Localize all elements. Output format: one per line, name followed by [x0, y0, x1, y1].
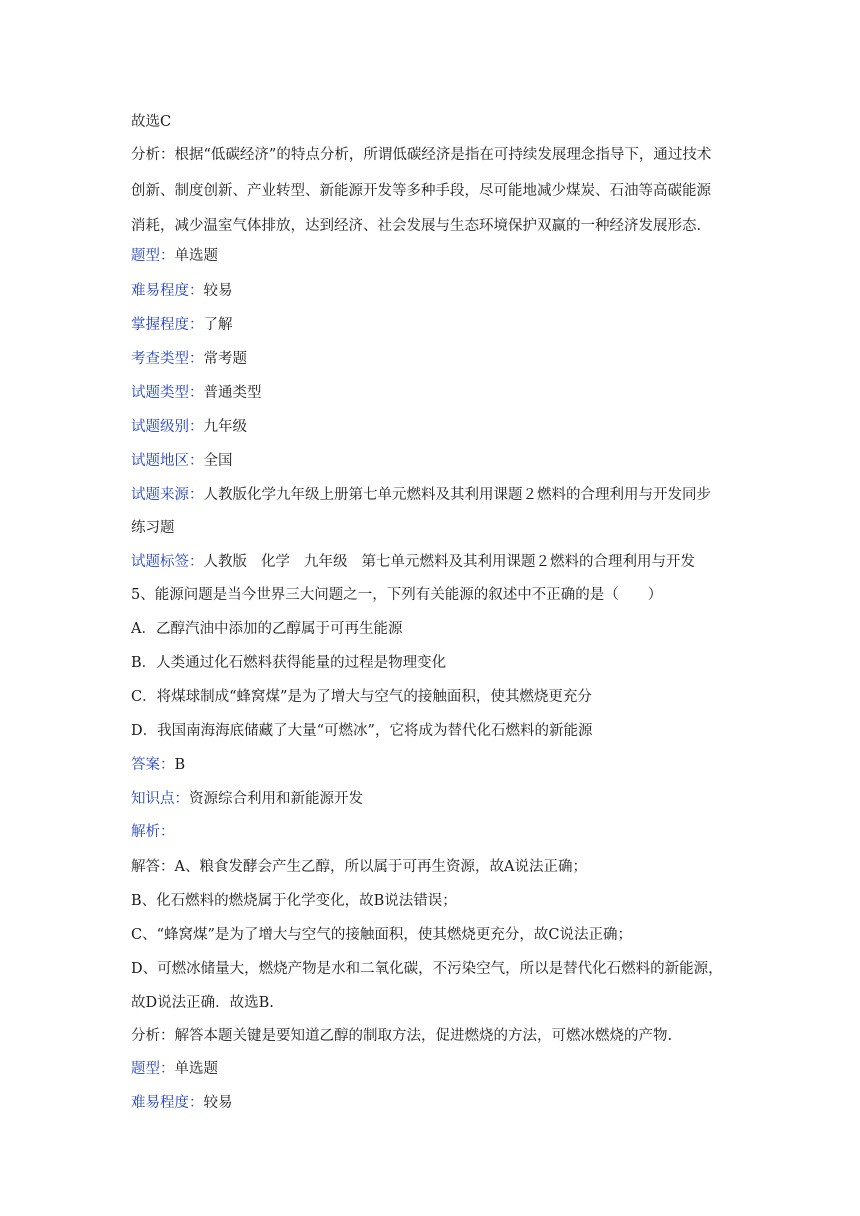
meta-row-difficulty [131, 281, 740, 301]
analysis-line: 分析：解答本题关键是要知道乙醇的制取方法，促进燃烧的方法，可燃冰燃烧的产物. [131, 1028, 673, 1044]
meta-value: 单选题 [174, 248, 218, 264]
meta-value: 九年级 [203, 419, 247, 435]
meta-row-type [131, 246, 740, 266]
meta-label: 难易程度： [131, 1095, 204, 1111]
meta-label: 掌握程度： [131, 317, 204, 333]
answer-row [131, 755, 740, 775]
option-a: A．乙醇汽油中添加的乙醇属于可再生能源 [131, 621, 403, 637]
knowledge-row [131, 789, 740, 809]
meta-label: 题型： [131, 1061, 175, 1077]
tag: 化学 [261, 554, 290, 570]
analysis-line: 创新、制度创新、产业转型、新能源开发等多种手段，尽可能地减少煤炭、石油等高碳能源 [131, 183, 711, 199]
meta-value: 常考题 [203, 351, 247, 367]
tag: 第七单元燃料及其利用课题２燃料的合理利用与开发 [361, 554, 695, 570]
meta-row-type [131, 1059, 740, 1079]
choice-line: 故选C [131, 114, 172, 130]
tag: 九年级 [304, 554, 348, 570]
meta-label: 题型： [131, 248, 175, 264]
meta-row-difficulty [131, 1093, 740, 1113]
solution-line: D、可燃冰储量大，燃烧产物是水和二氧化碳，不污染空气，所以是替代化石燃料的新能源， [131, 961, 723, 977]
knowledge-value: 资源综合利用和新能源开发 [189, 791, 363, 807]
meta-row-source-cont: 练习题 [131, 520, 175, 536]
answer-value: B [174, 757, 186, 773]
meta-row-mastery [131, 315, 740, 335]
question-stem: 5、能源问题是当今世界三大问题之一，下列有关能源的叙述中不正确的是（ ） [131, 587, 663, 603]
meta-row-level [131, 417, 740, 437]
meta-label: 试题级别： [131, 419, 204, 435]
meta-label: 试题来源： [131, 487, 204, 503]
meta-value: 全国 [203, 453, 233, 469]
meta-row-region [131, 451, 740, 471]
analysis-line: 消耗，减少温室气体排放，达到经济、社会发展与生态环境保护双赢的一种经济发展形态. [131, 218, 702, 234]
knowledge-label: 知识点： [131, 791, 189, 807]
meta-value: 人教版化学九年级上册第七单元燃料及其利用课题２燃料的合理利用与开发同步 [203, 487, 711, 503]
explain-label: 解析： [131, 824, 175, 840]
meta-label: 试题类型： [131, 385, 204, 401]
meta-value: 单选题 [174, 1061, 218, 1077]
solution-line: C、“蜂窝煤”是为了增大与空气的接触面积，使其燃烧更充分，故C说法正确； [131, 927, 633, 943]
solution-line: 故D说法正确．故选B. [131, 995, 274, 1011]
tag: 人教版 [203, 554, 247, 570]
solution-line: B、化石燃料的燃烧属于化学变化，故B说法错误； [131, 893, 457, 909]
option-b: B．人类通过化石燃料获得能量的过程是物理变化 [131, 655, 447, 671]
meta-row-source [131, 485, 740, 505]
meta-value: 普通类型 [203, 385, 262, 401]
meta-value: 较易 [203, 283, 233, 299]
meta-value: 了解 [203, 317, 233, 333]
analysis-line: 分析：根据“低碳经济”的特点分析，所谓低碳经济是指在可持续发展理念指导下，通过技术 [131, 147, 712, 163]
answer-label: 答案： [131, 757, 175, 773]
option-c: C．将煤球制成“蜂窝煤”是为了增大与空气的接触面积，使其燃烧更充分 [131, 689, 592, 705]
meta-label: 试题标签： [131, 554, 204, 570]
meta-row-tags [131, 552, 740, 572]
meta-label: 试题地区： [131, 453, 204, 469]
solution-line: 解答：A、粮食发酵会产生乙醇，所以属于可再生资源，故A说法正确； [131, 859, 587, 875]
meta-value: 较易 [203, 1095, 233, 1111]
meta-row-question-type [131, 383, 740, 403]
meta-row-exam-type [131, 349, 740, 369]
meta-label: 难易程度： [131, 283, 204, 299]
meta-label: 考查类型： [131, 351, 204, 367]
option-d: D．我国南海海底储藏了大量“可燃冰”，它将成为替代化石燃料的新能源 [131, 723, 593, 739]
